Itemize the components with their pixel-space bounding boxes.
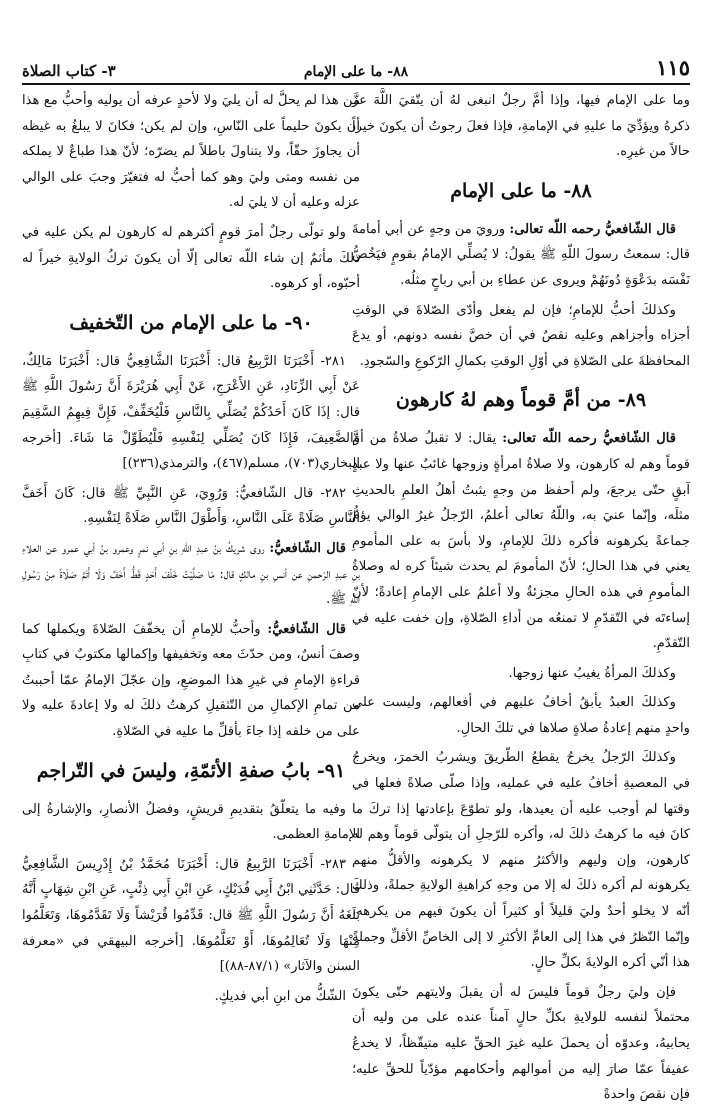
speaker-lead: قال الشّافعيُّ: xyxy=(269,540,346,556)
section-heading-91: ٩١- بابُ صفةِ الأئمّةِ، وليسَ في التّراجم xyxy=(36,759,346,782)
paragraph: وكذلكَ العبدُ يأبقُ أخافُ عليهم في أفعالهم، وليست على واحدٍ منهم إعادةُ صلاةٍ صلاها في تلكَ الحالِ. xyxy=(352,695,690,736)
speaker-lead: قال الشّافعيُّ رحمه اللّه تعالى: xyxy=(502,431,676,447)
hadith-282: ٢٨٢- قال الشّافعيُّ: وَرُوِيَ، عَنِ النَّبِيِّ ﷺ قال: كَانَ أَخَفَّ النَّاسِ صَلَاةً عَلَى النَّاسِ، وَأَطْوَلَ النَّاسِ صَلَاةً لِنَفْسِهِ. xyxy=(22,485,360,527)
paragraph: قال الشّافعيُّ رحمه اللّه تعالى: يقال: لا تقبلُ صلاةُ من أمَّ قوماً وهم له كارهون، ولا صلاةُ امرأةٍ وزوجها غائبٌ عنها ولا عبدٍ آبقٍ حتّى يرجعَ، ولم أحفظ من وجهٍ يثبتُ أهلُ العلمِ بالحديثِ مثلَه، وإنّما عنيَ به، واللّهُ تعالى أعلمُ، الرّجلُ غيرُ الوالي يؤمُّ جماعةً يكرهونه فأكره ذلكَ للإمامِ، ولا بأسَ به على المأمومِ يعني في هذا الحالِ؛ لأنّ المأمومَ لم يحدث شيئاً كره له وصلاةُ المأمومِ في هذه الحالِ مجزئةٌ ولا أعلمُ على الإمامِ إعادةً؛ لأنّ إساءتَه في التّقدّمِ لا تمنعُه من أداءِ الصّلاةِ، وإن خفت عليه في التّقدّمِ. xyxy=(352,431,690,652)
speaker-lead: قال الشّافعيُّ رحمه اللّه تعالى: xyxy=(509,221,676,237)
paragraph: قال الشّافعيُّ: وأحبُّ للإمامِ أن يخفّفَ الصّلاةَ ويكملها كما وصفَ أنسٌ، ومن حدّثَ معه وتخفيفها وإكمالها مكتوبٌ في كتابِ قراءةِ الإمامِ في غيرِ هذا الموضعِ، وإن عجّلَ الإمامُ عمّا أحببتُ من تمامِ الإكمالِ من التّثقيلِ كرهتُ ذلكَ له ولا إعادةَ عليه ولا على من خلفه إذا جاءَ بأقلِّ ما عليه في الصّلاةِ. xyxy=(22,621,360,740)
section-heading-89: ٨٩- من أمَّ قوماً وهم لهُ كارهون xyxy=(395,389,647,412)
left-column xyxy=(22,88,360,1013)
page-header xyxy=(22,52,690,85)
paragraph: وكذلكَ المرأةُ يغيبُ عنها زوجها. xyxy=(508,665,676,681)
paragraph: وكذلكَ الرّجلُ يخرجُ يقطعُ الطّريقَ ويشربُ الخمرَ، ويخرجُ في المعصيةِ أخافُ عليه في عمليه، وإذا صلّى صلاةً فعلها في وقتها لم أوجب عليه أن يعيدها، ولو تطوّعَ بإعادتها إذا تركَ ما كانَ فيه ما كرهتُ ذلكَ له، وأكره للرّجلِ أن يتولّى قوماً وهم له كارهون، وإن وليهم والأكثرُ منهم لا يكرهونه والأقلُّ منهم يكرهونه لم أكره ذلكَ له إلا من وجهِ كراهيةِ الولايةِ جملةً، وذلكَ أنّه لا يخلو أحدٌ وليَ قليلاً أو كثيراً أن يكونَ فيهم من يكرهه، وإنّما النّظرُ في هذا إلى العامِّ الأكثرِ لا إلى الخاصِّ الأقلِّ وجملةً هذا أنّي أكره الولايةَ بكلِّ حالٍ. xyxy=(352,750,690,971)
page-number: ١١٥ xyxy=(656,55,690,80)
section-heading-88: ٨٨- ما على الإمام xyxy=(450,179,592,202)
paragraph: وفيه ما يتعلّقُ بتقديمِ قريشٍ، وفضلُ الأنصارِ، والإشارةُ إلى الإمامةِ العظمى. xyxy=(22,801,360,843)
paragraph: قال الشّافعيُّ: روى شريكُ بنُ عبدِ اللّهِ بنِ أبي نمرٍ وعمرو بنُ أبي عمرو عن العلاءِ بنِ عبدِ الرّحمنِ عن أنسِ بنِ مالكٍ قال: مَا صَلَّيْتُ خَلْفَ أَحَدٍ قَطُّ أَخَفَّ وَلَا أَتَمَّ صَلَاةً مِنْ رَسُولِ اللَّهِ ﷺ. xyxy=(22,540,360,608)
hadith-283: ٢٨٣- أَخْبَرَنَا الرَّبِيعُ قال: أَخْبَرَنَا مُحَمَّدُ بْنُ إِدْرِيسَ الشَّافِعِيُّ قال: حَدَّثَنِي ابْنُ أَبِي فُدَيْكٍ، عَنِ ابْنِ أَبِي ذِئْبٍ، عَنِ ابْنِ شِهَابٍ أَنَّهُ بَلَغَهُ أَنَّ رَسُولَ اللَّهِ ﷺ قال: قَدِّمُوا قُرَيْشاً وَلَا تَقَدَّمُوهَا، وَتَعَلَّمُوا مِنْهَا وَلَا تُعَالِمُوهَا، أَوْ تَعَلَّمُوهَا. [أخرجه البيهقي في «معرفة السنن والآثار» (٨٧/١-٨٨)] xyxy=(22,856,360,975)
paragraph: وما على الإمام فيها، وإذا أمَّ رجلٌ انبغى لهُ أن يتّقيَ اللَّهَ عزَّ ذكرهُ ويؤدِّيَ ما عليهِ في الإمامةِ، فإذا فعلَ رجوتُ أن يكونَ خيراً حالاً من غيرِه. xyxy=(352,93,690,160)
paragraph: الشّكُّ من ابنِ أبي فديكٍ. xyxy=(214,988,346,1004)
book-title: ٣- كتاب الصلاة xyxy=(22,62,116,80)
hadith-281: ٢٨١- أَخْبَرَنَا الرَّبِيعُ قال: أَخْبَرَنَا الشَّافِعِيُّ قال: أَخْبَرَنَا مَالِكٌ، عَنْ أَبِي الزِّنَادِ، عَنِ الأَعْرَجِ، عَنْ أَبِي هُرَيْرَةَ أَنَّ رَسُولَ اللَّهِ ﷺ قال: إذَا كَانَ أَحَدُكُمْ يُصَلِّي بِالنَّاسِ فَلْيُخَفِّفْ، فَإِنَّ فِيهِمُ السَّقِيمَ وَالضَّعِيفَ، فَإِذَا كَانَ يُصَلِّي لِنَفْسِهِ فَلْيُطَوِّلْ مَا شَاءَ. [أخرجه البخاري(٧٠٣)، مسلم(٤٦٧)، والترمذي(٢٣٦)] xyxy=(22,353,360,472)
paragraph: وكذلكَ أحبُّ للإمامِ؛ فإن لم يفعل وأدّى الصّلاةَ في الوقتِ أجزاه وأجزاهم وعليه نقصٌ في أن خصَّ نفسه دونهم، أو يدعَ المحافظةَ على الصّلاةِ في أوّلِ الوقتِ بكمالِ الرّكوعِ والسّجودِ. xyxy=(352,302,690,369)
paragraph: ولو تولّى رجلٌ أمرَ قومٍ أكثرهم له كارهون لم يكن عليه في ذلكَ مأثمٌ إن شاء اللّه تعالى إلّا أن يكونَ تركُ الولايةِ خيراً له أحبّوه، أو كرهوه. xyxy=(22,224,360,292)
right-column xyxy=(352,88,690,1112)
running-title: ٨٨- ما على الإمام xyxy=(303,64,409,80)
paragraph: فإن وليَ رجلٌ قوماً فليسَ له أن يقبلَ ولايتهم حتّى يكونَ محتملاً لنفسه للولايةِ بكلِّ حالٍ آمناً عنده على من وليه أن يحابيهُ، وعدوّه أن يحملَ عليه غيرَ الحقِّ عليه متيقّظاً، لا يخدعُ عفيفاً عمّا صارَ إليه من أموالهم وأحكامهم مؤدّياً للحقِّ عليه؛ فإن نقصَ واحدةً xyxy=(352,984,690,1103)
paragraph: من هذا لم يحلَّ له أن يليَ ولا لأحدٍ عرفه أن يوليه وأحبُّ مع هذا أن يكونَ حليماً على النّاسِ، وإن لم يكن؛ فكانَ لا يبلغُ به غيظه أن يجاوزَ حقّاً، ولا يتناولَ باطلاً لم يضرّه؛ لأنّ هذا طباعٌ لا يملكه من نفسه ومتى وليَ وهو كما أحبُّ له فتغيّرَ وجبَ على الوالي عزله وعليه أن لا يليَ له. xyxy=(22,93,360,211)
paragraph: قال الشّافعيُّ رحمه اللّه تعالى: ورويَ من وجهٍ عن أبي أمامةَ قال: سمعتُ رسولَ اللّهِ ﷺ يقولُ: لا يُصلِّي الإمامُ بقومٍ فيَخُصُّ نَفْسَه بدَعْوَةٍ دُونَهُمْ ويروى عن عطاءِ بن أبي رباحٍ مثلُه. xyxy=(352,221,690,288)
section-heading-90: ٩٠- ما على الإمام من التّخفيف xyxy=(69,311,313,334)
speaker-lead: قال الشّافعيُّ: xyxy=(267,621,346,637)
